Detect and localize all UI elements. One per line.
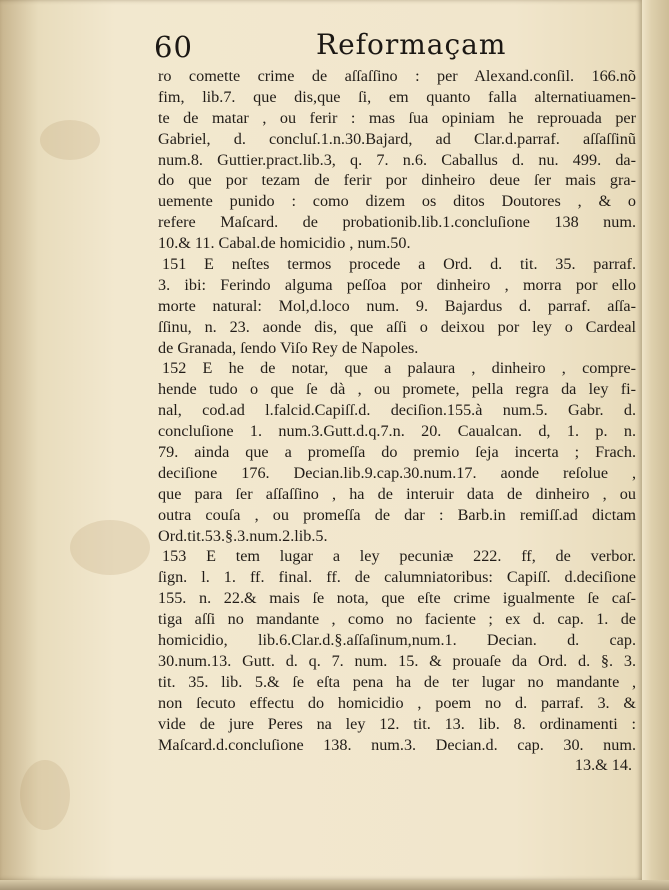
text-body xyxy=(158,66,636,776)
text-line: non ſecuto effectu do homicidio , poem no d. parraf. 3. & xyxy=(158,693,636,712)
text-line: ſſinu, n. 23. aonde dis, que aſſi o deixou por ley o Cardeal xyxy=(158,317,636,336)
page-bottom-edge xyxy=(0,880,669,890)
text-line: Gabriel, d. concluſ.1.n.30.Bajard, ad Clar.d.parraf. aſſaſſinũ xyxy=(158,129,636,148)
text-line: 3. ibi: Ferindo alguma peſſoa por dinheiro , morra por ello xyxy=(158,275,636,294)
text-line: que para ſer aſſaſſino , ha de interuir data de dinheiro , ou xyxy=(158,484,636,503)
text-line: concluſione 1. num.3.Gutt.d.q.7.n. 20. Caualcan. d, 1. p. n. xyxy=(158,422,636,441)
text-line: te de matar , ou ferir : mas ſua opiniam he reprouada per xyxy=(158,108,636,127)
text-line: Ord.tit.53.§.3.num.2.lib.5. xyxy=(158,526,328,545)
foxing-spot xyxy=(70,520,150,575)
text-line: vide de jure Peres na ley 12. tit. 13. lib. 8. ordinamenti : xyxy=(158,714,636,733)
text-line: 30.num.13. Gutt. d. q. 7. num. 15. & prouaſe da Ord. d. §. 3. xyxy=(158,651,636,670)
paragraph-152-first-line: 152 E he de notar, que a palaura , dinheiro , compre- xyxy=(162,359,636,378)
paragraph-153-first-line: 153 E tem lugar a ley pecuniæ 222. ff, de verbor. xyxy=(162,547,636,566)
text-line: 13.& 14. xyxy=(574,756,632,775)
text-line: do que por tezam de ferir por dinheiro deue ſer mais gra- xyxy=(158,171,636,190)
text-line: ro comette crime de aſſaſſino : per Alexand.conſil. 166.nõ xyxy=(158,67,636,85)
running-head: Reformaçam xyxy=(316,28,507,61)
page-number: 60 xyxy=(154,30,193,64)
text-line: 79. ainda que a promeſſa do premio ſeja incerta ; Frach. xyxy=(158,443,636,462)
text-line: fim, lib.7. que dis,que ſi, em quanto falla alternatiuamen- xyxy=(158,87,636,106)
page-fold-edge xyxy=(642,0,669,890)
text-line: homicidio, lib.6.Clar.d.§.aſſaſinum,num.1. Decian. d. cap. xyxy=(158,631,636,650)
text-line: hende tudo o que ſe dà , ou promete, pella regra da ley fi- xyxy=(158,380,636,399)
text-line: 155. n. 22.& mais ſe nota, que eſte crime igualmente ſe caſ- xyxy=(158,589,636,608)
text-line: uemente punido : como dizem os ditos Doutores , & o xyxy=(158,192,636,211)
text-line: 10.& 11. Cabal.de homicidio , num.50. xyxy=(158,234,411,253)
text-line: tiga aſſi no mandante , como no faciente ; ex d. cap. 1. de xyxy=(158,610,636,629)
text-line: refere Maſcard. de probationib.lib.1.concluſione 138 num. xyxy=(158,213,636,232)
paragraph-151-first-line: 151 E neſtes termos procede a Ord. d. tit. 35. parraf. xyxy=(162,255,636,274)
text-line: nal, cod.ad l.falcid.Capiſſ.d. deciſion.155.à num.5. Gabr. d. xyxy=(158,401,636,420)
text-line: de Granada, ſendo Viſo Rey de Napoles. xyxy=(158,338,419,357)
text-line: Maſcard.d.concluſione 138. num.3. Decian.d. cap. 30. num. xyxy=(158,735,636,754)
text-line: morte natural: Mol,d.loco num. 9. Bajardus d. parraf. aſſa- xyxy=(158,296,636,315)
text-line: deciſione 176. Decian.lib.9.cap.30.num.17. aonde reſolue , xyxy=(158,463,636,482)
text-line: ſign. l. 1. ff. final. ff. de calumniatoribus: Capiſſ. d.deciſione xyxy=(158,568,636,587)
foxing-spot xyxy=(20,760,70,830)
foxing-spot xyxy=(40,120,100,160)
text-line: tit. 35. lib. 5.& ſe eſta pena ha de ter lugar no mandante , xyxy=(158,672,636,691)
text-line: outra couſa , ou promeſſa de dar : Barb.in remiſſ.ad dictam xyxy=(158,505,636,524)
text-line: num.8. Guttier.pract.lib.3, q. 7. n.6. Caballus d. nu. 499. da- xyxy=(158,150,636,169)
